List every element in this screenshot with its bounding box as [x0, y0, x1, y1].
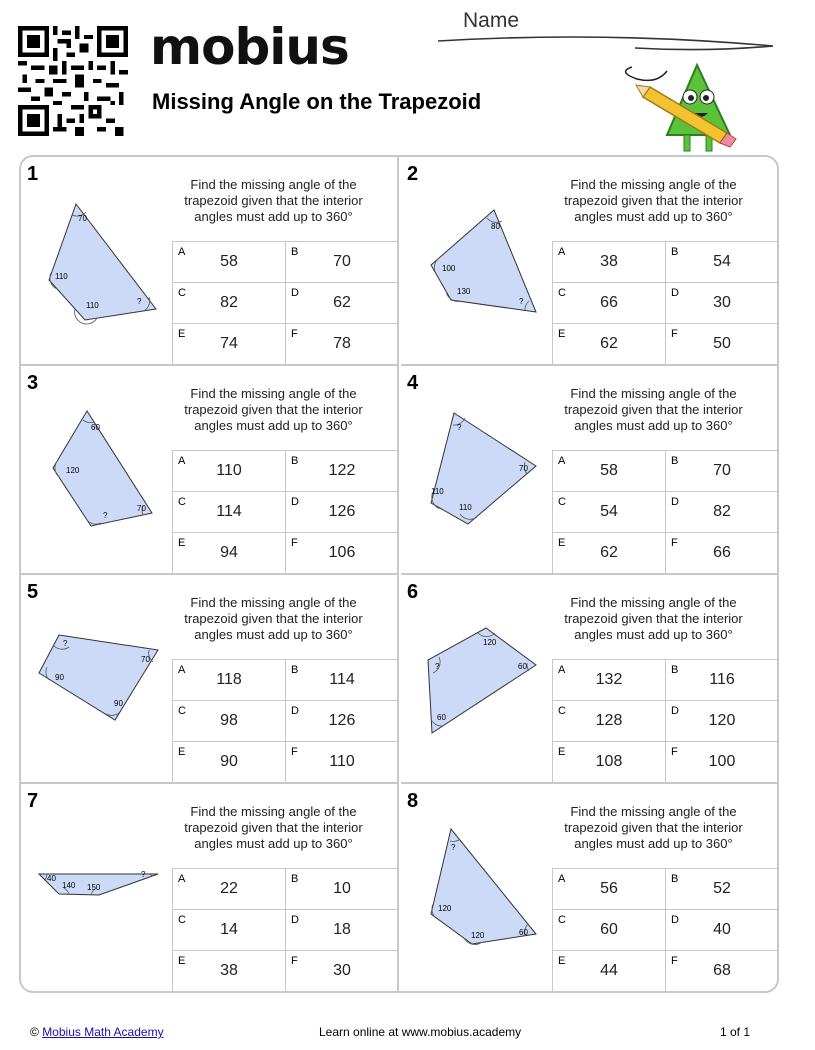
option-value: 30: [713, 294, 731, 311]
option-letter: C: [558, 287, 566, 299]
option-value: 70: [713, 462, 731, 479]
option-letter: A: [178, 873, 186, 885]
option-letter: B: [671, 873, 679, 885]
answer-option-e[interactable]: [553, 533, 666, 574]
trapezoid-figure: [411, 605, 561, 755]
answer-option-d[interactable]: [286, 910, 399, 951]
option-letter: F: [291, 746, 298, 758]
answer-option-b[interactable]: [286, 451, 399, 492]
angle-label: 110: [55, 272, 68, 281]
option-value: 14: [220, 921, 238, 938]
angle-label: 110: [431, 487, 444, 496]
option-value: 66: [600, 294, 618, 311]
option-letter: D: [671, 914, 679, 926]
option-letter: D: [671, 287, 679, 299]
option-letter: D: [671, 496, 679, 508]
option-letter: F: [671, 955, 678, 967]
option-value: 18: [333, 921, 351, 938]
answer-option-a[interactable]: [553, 451, 666, 492]
angle-label: 60: [518, 662, 527, 671]
trapezoid-figure: [411, 187, 561, 337]
answer-option-a[interactable]: [173, 451, 286, 492]
answer-option-b[interactable]: [666, 869, 779, 910]
answer-table: [552, 868, 779, 992]
answer-option-f[interactable]: [286, 324, 399, 365]
angle-label: 140: [62, 881, 76, 890]
option-value: 52: [713, 880, 731, 897]
answer-option-b[interactable]: [666, 242, 779, 283]
problem-7: [21, 784, 399, 993]
answer-option-b[interactable]: [286, 869, 399, 910]
answer-option-c[interactable]: [553, 701, 666, 742]
mobius-logo: mobius: [150, 18, 349, 76]
option-value: 10: [333, 880, 351, 897]
answer-option-b[interactable]: [666, 451, 779, 492]
answer-option-f[interactable]: [666, 324, 779, 365]
question-text: Find the missing angle of the trapezoid given that the interior angles must add up to 360°: [564, 804, 743, 851]
option-letter: F: [671, 328, 678, 340]
option-value: 62: [333, 294, 351, 311]
option-letter: E: [558, 537, 566, 549]
option-value: 56: [600, 880, 618, 897]
answer-table: [552, 241, 779, 365]
option-value: 118: [216, 671, 242, 688]
footer-copyright: [30, 1025, 164, 1039]
option-value: 58: [600, 462, 618, 479]
answer-option-c[interactable]: [173, 701, 286, 742]
option-value: 44: [600, 962, 618, 979]
problem-number: 3: [27, 372, 39, 394]
option-letter: F: [291, 955, 298, 967]
option-letter: F: [291, 328, 298, 340]
option-value: 30: [333, 962, 351, 979]
answer-option-c[interactable]: [173, 492, 286, 533]
trapezoid-figure: [31, 605, 181, 755]
option-letter: D: [291, 287, 299, 299]
angle-label: ?: [519, 297, 524, 306]
option-letter: C: [178, 705, 186, 717]
answer-option-f[interactable]: [666, 951, 779, 992]
option-value: 70: [333, 253, 351, 270]
angle-label: 90: [114, 699, 123, 708]
answer-option-d[interactable]: [666, 492, 779, 533]
answer-option-e[interactable]: [173, 742, 286, 783]
option-value: 50: [713, 335, 731, 352]
answer-option-a[interactable]: [173, 660, 286, 701]
option-letter: C: [178, 287, 186, 299]
option-letter: A: [558, 664, 566, 676]
problem-number: 5: [27, 581, 39, 603]
trapezoid-figure: [31, 187, 181, 337]
angle-label: 60: [519, 928, 528, 937]
answer-option-f[interactable]: [666, 742, 779, 783]
option-letter: E: [178, 328, 186, 340]
option-letter: A: [178, 664, 186, 676]
option-value: 66: [713, 544, 731, 561]
answer-option-f[interactable]: [286, 742, 399, 783]
option-letter: B: [671, 455, 679, 467]
option-value: 120: [708, 712, 736, 729]
answer-option-b[interactable]: [286, 660, 399, 701]
option-letter: D: [291, 705, 299, 717]
angle-label: ?: [451, 843, 456, 852]
option-letter: E: [558, 746, 566, 758]
option-value: 126: [328, 712, 356, 729]
trapezoid-figure: [411, 396, 561, 546]
mobius-academy-link[interactable]: Mobius Math Academy: [42, 1025, 164, 1039]
answer-option-a[interactable]: [553, 242, 666, 283]
answer-option-c[interactable]: [553, 283, 666, 324]
answer-option-c[interactable]: [553, 492, 666, 533]
angle-label: 130: [457, 287, 471, 296]
option-value: 126: [328, 503, 356, 520]
answer-option-d[interactable]: [286, 283, 399, 324]
question-text: Find the missing angle of the trapezoid given that the interior angles must add up to 360°: [184, 804, 363, 851]
answer-option-b[interactable]: [286, 242, 399, 283]
option-value: 114: [216, 503, 242, 520]
angle-label: 110: [86, 301, 99, 310]
angle-label: 60: [91, 423, 100, 432]
answer-table: [552, 659, 779, 783]
angle-label: 120: [483, 638, 497, 647]
problem-1: [21, 157, 399, 366]
option-letter: B: [291, 246, 299, 258]
option-letter: F: [671, 537, 678, 549]
option-value: 108: [595, 753, 623, 770]
answer-option-a[interactable]: [553, 660, 666, 701]
answer-option-c[interactable]: [553, 910, 666, 951]
answer-option-e[interactable]: [173, 951, 286, 992]
option-value: 94: [220, 544, 238, 561]
worksheet-title: Missing Angle on the Trapezoid: [152, 89, 482, 114]
option-value: 116: [709, 671, 735, 688]
angle-label: ?: [435, 662, 440, 671]
answer-option-d[interactable]: [286, 492, 399, 533]
option-letter: B: [291, 664, 299, 676]
answer-option-f[interactable]: [286, 533, 399, 574]
qr-code: [18, 26, 128, 136]
question-text: Find the missing angle of the trapezoid given that the interior angles must add up to 360°: [184, 177, 363, 224]
problem-8: [401, 784, 779, 993]
angle-label: ?: [141, 870, 146, 879]
problems-grid: [19, 155, 779, 993]
question-text: Find the missing angle of the trapezoid given that the interior angles must add up to 360°: [184, 386, 363, 433]
answer-option-a[interactable]: [553, 869, 666, 910]
problem-number: 8: [407, 790, 419, 812]
option-letter: E: [178, 955, 186, 967]
option-letter: D: [291, 914, 299, 926]
answer-option-d[interactable]: [666, 283, 779, 324]
question-text: Find the missing angle of the trapezoid given that the interior angles must add up to 360°: [564, 177, 743, 224]
option-value: 106: [328, 544, 356, 561]
option-value: 110: [216, 462, 242, 479]
option-letter: A: [558, 873, 566, 885]
answer-table: [552, 450, 779, 574]
answer-option-c[interactable]: [173, 283, 286, 324]
answer-option-a[interactable]: [173, 869, 286, 910]
option-value: 128: [595, 712, 623, 729]
option-value: 58: [220, 253, 238, 270]
answer-option-e[interactable]: [553, 742, 666, 783]
trapezoid-figure: [411, 814, 561, 964]
answer-option-c[interactable]: [173, 910, 286, 951]
answer-option-d[interactable]: [666, 701, 779, 742]
option-value: 100: [708, 753, 736, 770]
angle-label: 110: [459, 503, 472, 512]
page-number: 1 of 1: [720, 1025, 751, 1039]
option-value: 62: [600, 335, 618, 352]
option-letter: E: [178, 746, 186, 758]
question-text: Find the missing angle of the trapezoid given that the interior angles must add up to 360°: [564, 595, 743, 642]
angle-label: ?: [137, 297, 142, 306]
option-value: 114: [329, 671, 355, 688]
angle-label: 100: [442, 264, 456, 273]
answer-option-e[interactable]: [173, 324, 286, 365]
option-value: 132: [595, 671, 623, 688]
problem-4: [401, 366, 779, 575]
angle-label: 40: [47, 874, 56, 883]
problem-number: 6: [407, 581, 419, 603]
option-letter: E: [558, 955, 566, 967]
answer-option-a[interactable]: [173, 242, 286, 283]
angle-label: ?: [63, 639, 68, 648]
answer-option-e[interactable]: [553, 951, 666, 992]
option-value: 38: [600, 253, 618, 270]
name-label: Name: [463, 9, 520, 32]
option-letter: B: [671, 664, 679, 676]
answer-table: [172, 659, 399, 783]
answer-option-f[interactable]: [286, 951, 399, 992]
angle-label: 90: [55, 673, 64, 682]
option-letter: A: [558, 455, 566, 467]
option-letter: C: [558, 496, 566, 508]
problem-5: [21, 575, 399, 784]
answer-option-b[interactable]: [666, 660, 779, 701]
answer-option-d[interactable]: [666, 910, 779, 951]
problem-2: [401, 157, 779, 366]
footer-center-text: Learn online at www.mobius.academy: [319, 1025, 522, 1039]
copyright-symbol: ©: [30, 1025, 39, 1039]
option-letter: D: [291, 496, 299, 508]
angle-label: 150: [87, 883, 101, 892]
option-value: 54: [600, 503, 618, 520]
problem-number: 7: [27, 790, 39, 812]
option-letter: C: [178, 496, 186, 508]
option-value: 90: [220, 753, 238, 770]
angle-label: 70: [141, 655, 150, 664]
answer-option-e[interactable]: [173, 533, 286, 574]
question-text: Find the missing angle of the trapezoid given that the interior angles must add up to 360°: [564, 386, 743, 433]
answer-option-e[interactable]: [553, 324, 666, 365]
option-letter: C: [558, 705, 566, 717]
option-letter: D: [671, 705, 679, 717]
option-value: 40: [713, 921, 731, 938]
option-letter: A: [178, 455, 186, 467]
problem-number: 2: [407, 163, 419, 185]
angle-label: 80: [491, 222, 500, 231]
option-letter: B: [671, 246, 679, 258]
option-value: 82: [713, 503, 731, 520]
answer-option-d[interactable]: [286, 701, 399, 742]
angle-label: 70: [519, 464, 528, 473]
mascot-illustration: [612, 45, 742, 157]
option-letter: C: [558, 914, 566, 926]
angle-label: 120: [66, 466, 80, 475]
option-value: 98: [220, 712, 238, 729]
option-value: 22: [220, 880, 238, 897]
answer-table: [172, 868, 399, 992]
option-letter: B: [291, 455, 299, 467]
option-letter: E: [178, 537, 186, 549]
angle-label: 70: [78, 214, 87, 223]
option-letter: F: [291, 537, 298, 549]
option-letter: E: [558, 328, 566, 340]
trapezoid-figure: [31, 396, 181, 546]
option-value: 38: [220, 962, 238, 979]
answer-option-f[interactable]: [666, 533, 779, 574]
option-value: 60: [600, 921, 618, 938]
option-value: 82: [220, 294, 238, 311]
answer-table: [172, 241, 399, 365]
option-value: 62: [600, 544, 618, 561]
problem-6: [401, 575, 779, 784]
problem-number: 1: [27, 163, 39, 185]
option-value: 68: [713, 962, 731, 979]
option-letter: A: [178, 246, 186, 258]
option-value: 78: [333, 335, 351, 352]
option-letter: C: [178, 914, 186, 926]
option-value: 122: [328, 462, 356, 479]
option-value: 110: [329, 753, 355, 770]
angle-label: ?: [103, 511, 108, 520]
option-value: 54: [713, 253, 731, 270]
option-letter: B: [291, 873, 299, 885]
answer-table: [172, 450, 399, 574]
angle-label: ?: [457, 423, 462, 432]
problem-3: [21, 366, 399, 575]
question-text: Find the missing angle of the trapezoid given that the interior angles must add up to 360°: [184, 595, 363, 642]
option-letter: A: [558, 246, 566, 258]
option-value: 74: [220, 335, 238, 352]
problem-number: 4: [407, 372, 419, 394]
angle-label: 60: [437, 713, 446, 722]
angle-label: 120: [438, 904, 452, 913]
angle-label: 120: [471, 931, 485, 940]
option-letter: F: [671, 746, 678, 758]
trapezoid-figure: [31, 814, 181, 964]
angle-label: 70: [137, 504, 146, 513]
